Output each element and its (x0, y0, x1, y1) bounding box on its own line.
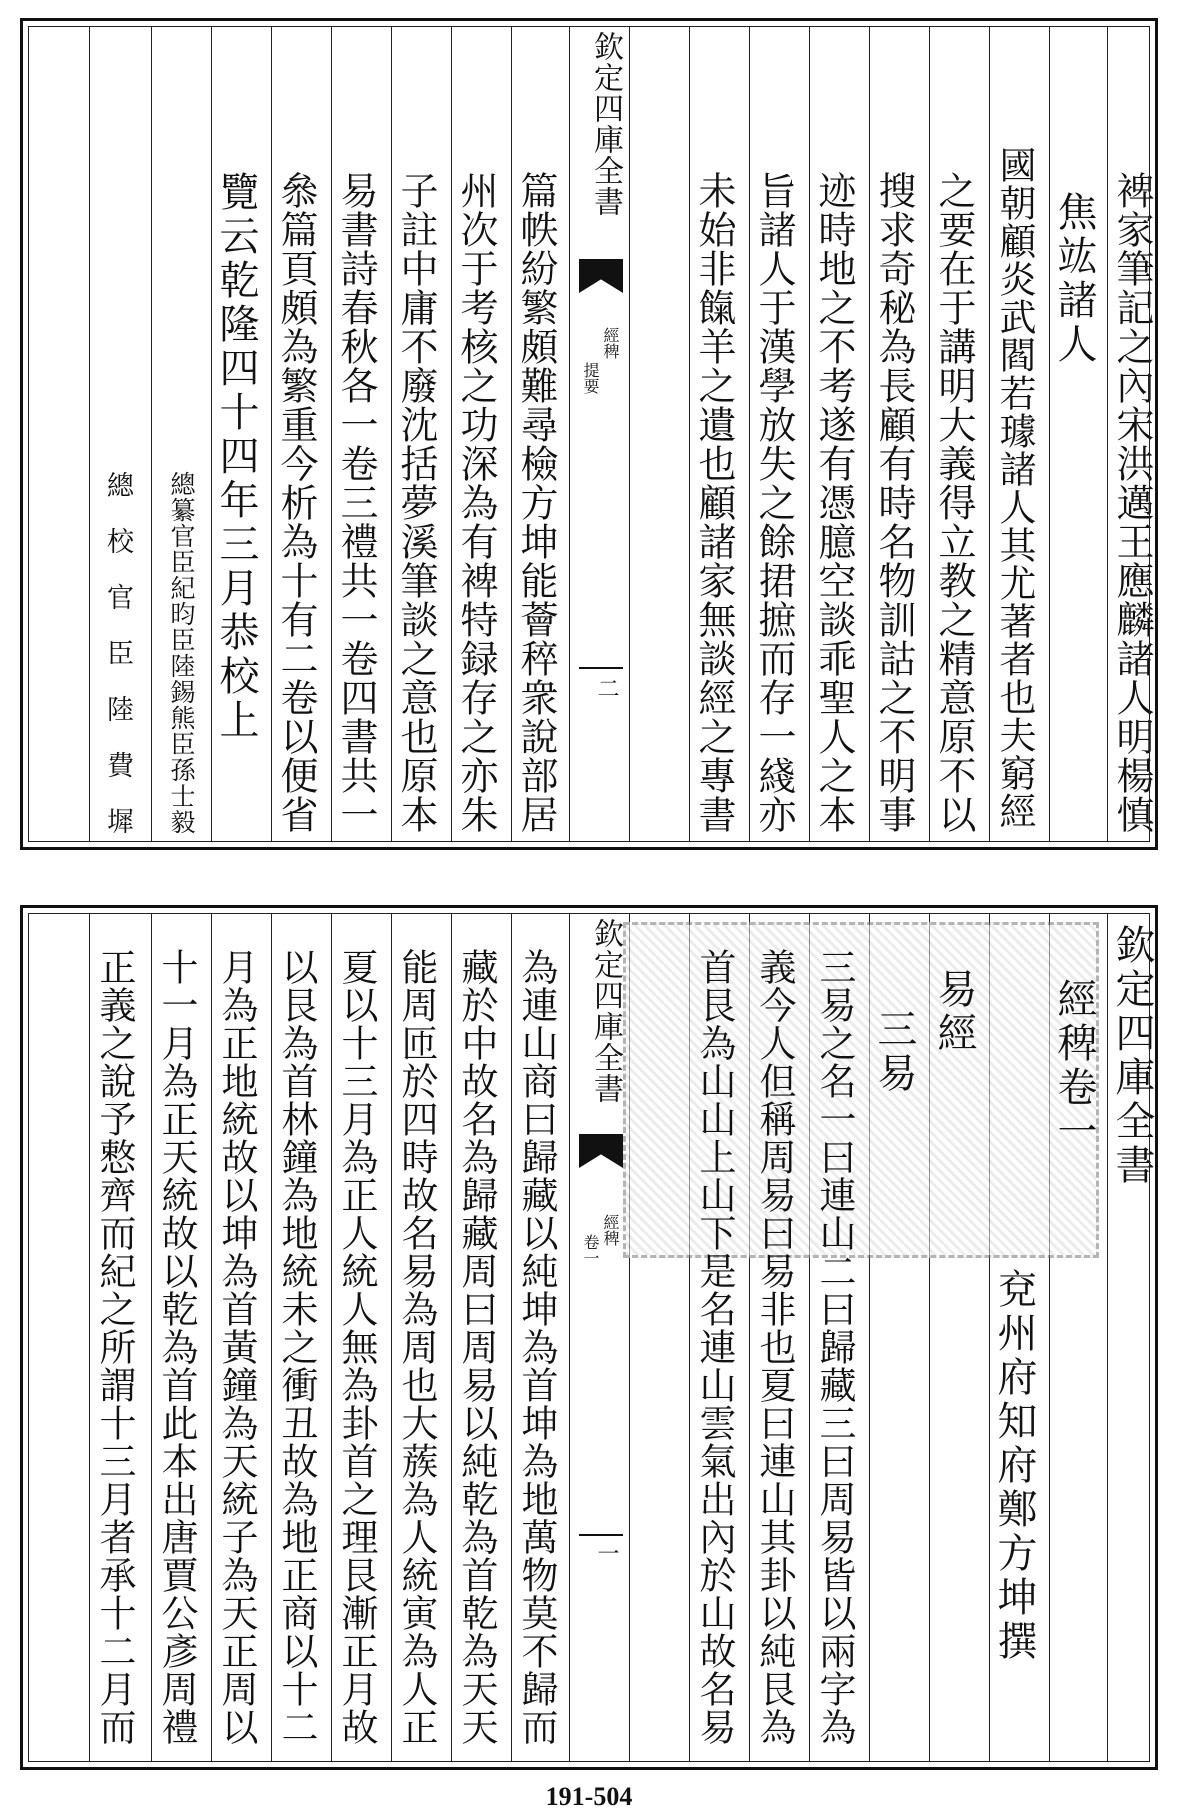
folio-number: 二 (594, 677, 619, 699)
topic-column (869, 918, 931, 1757)
proofreader-line: 總 校 官 臣 陸 費 墀 (102, 471, 133, 835)
column-rule (629, 27, 630, 841)
text-column (869, 31, 931, 837)
text-column (211, 31, 273, 837)
text-column (689, 31, 751, 837)
volume-title-column (1049, 918, 1111, 1757)
column-text: 義今人但稱周易曰易非也夏曰連山其卦以純艮為 (753, 948, 796, 1746)
strip-section: 經稗 (601, 327, 620, 359)
column-text: 夏以十三月為正人統人無為卦首之理艮漸正月故 (335, 948, 378, 1746)
column-text: 叅篇頁頗為繁重今析為十有二卷以便省 (274, 171, 318, 834)
column-text: 月為正地統故以坤為首黃鐘為天統子為天正周以 (215, 948, 258, 1746)
page-number: 191-504 (545, 1782, 633, 1811)
column-text: 搜求奇秘為長顧有時名物訓詁之不明事 (872, 171, 916, 834)
text-column (929, 31, 991, 837)
text-column (151, 918, 213, 1757)
author-line: 兗州府知府鄭方坤撰 (991, 1268, 1037, 1664)
text-column (271, 918, 333, 1757)
column-text: 為連山商曰歸藏以純坤為首坤為地萬物莫不歸而 (515, 948, 558, 1746)
column-text: 能周匝於四時故名易為周也大蔟為人統寅為人正 (395, 948, 438, 1746)
column-text: 焦竑諸人 (1051, 191, 1097, 367)
text-column (211, 918, 273, 1757)
column-text: 州次于考核之功深為有裨特録存之亦朱 (454, 171, 498, 834)
text-column (1049, 31, 1111, 837)
column-text: 藏於中故名為歸藏周曰周易以純乾為首乾為天天 (455, 948, 498, 1746)
book-title-column (1107, 918, 1169, 1757)
column-text: 以艮為首林鐘為地統未之衝丑故為地正商以十二 (275, 948, 318, 1746)
credits-column (89, 31, 151, 837)
column-text: 覽云乾隆四十四年三月恭校上 (213, 171, 259, 743)
column-text: 國朝顧炎武閻若璩諸人其尤著者也夫窮經 (993, 146, 1036, 830)
text-column (511, 918, 573, 1757)
column-text: 十一月為正天統故以乾為首此本出唐賈公彥周禮 (155, 948, 198, 1746)
classic-title-column (929, 918, 991, 1757)
text-column (511, 31, 573, 837)
column-text: 之要在于講明大義得立教之精意原不以 (932, 171, 976, 834)
column-text: 未始非餼羊之遺也顧諸家無談經之專書 (692, 171, 736, 834)
text-column (331, 918, 393, 1757)
text-column (809, 31, 871, 837)
topic-heading: 三易 (871, 1008, 917, 1096)
author-column (989, 918, 1051, 1757)
text-column (451, 31, 513, 837)
strip-subsection: 提要 (581, 362, 600, 394)
column-text: 正義之說予慗齊而紀之所謂十三月者承十二月而 (93, 948, 136, 1746)
strip-subsection: 卷一 (581, 1234, 600, 1266)
column-text: 子註中庸不廢沈括夢溪筆談之意也原本 (394, 171, 438, 834)
text-column (749, 31, 811, 837)
text-column (809, 918, 871, 1757)
text-column (89, 918, 151, 1757)
fish-tail-mark (579, 259, 623, 293)
top-page (20, 18, 1158, 850)
editors-line: 總纂官臣紀昀臣陸錫熊臣孫士毅 (167, 471, 196, 835)
column-text: 旨諸人于漢學放失之餘捃摭而存一綫亦 (752, 171, 796, 834)
text-column (331, 31, 393, 837)
column-text: 迹時地之不考遂有憑臆空談乖聖人之本 (812, 171, 856, 834)
center-strip (573, 914, 629, 1761)
strip-title: 欽定四庫全書 (588, 918, 623, 1104)
column-text: 篇帙紛繁頗難尋檢方坤能薈稡衆說部居 (514, 171, 558, 834)
folio-number: 一 (594, 1542, 619, 1564)
text-column (391, 918, 453, 1757)
center-strip (573, 27, 629, 841)
column-text: 裨家筆記之內宋洪邁王應麟諸人明楊慎 (1110, 171, 1154, 834)
strip-section: 經稗 (601, 1214, 620, 1246)
bottom-page (20, 905, 1158, 1770)
text-column (1107, 31, 1169, 837)
text-column (749, 918, 811, 1757)
volume-title: 經稗卷一 (1051, 978, 1097, 1154)
column-text: 三易之名一曰連山二曰歸藏三曰周易皆以兩字為 (813, 948, 856, 1746)
text-column (451, 918, 513, 1757)
text-column (271, 31, 333, 837)
fish-tail-mark (579, 1134, 623, 1168)
text-column (689, 918, 751, 1757)
strip-title: 欽定四庫全書 (588, 31, 623, 217)
text-column (391, 31, 453, 837)
column-text: 易書詩春秋各一卷三禮共一卷四書共一 (334, 171, 378, 834)
book-title: 欽定四庫全書 (1109, 924, 1155, 1188)
column-text: 首艮為山山上山下是名連山雲氣出內於山故名易 (693, 948, 736, 1746)
classic-title: 易經 (931, 968, 977, 1056)
credits-column (151, 31, 213, 837)
text-column (989, 31, 1051, 837)
